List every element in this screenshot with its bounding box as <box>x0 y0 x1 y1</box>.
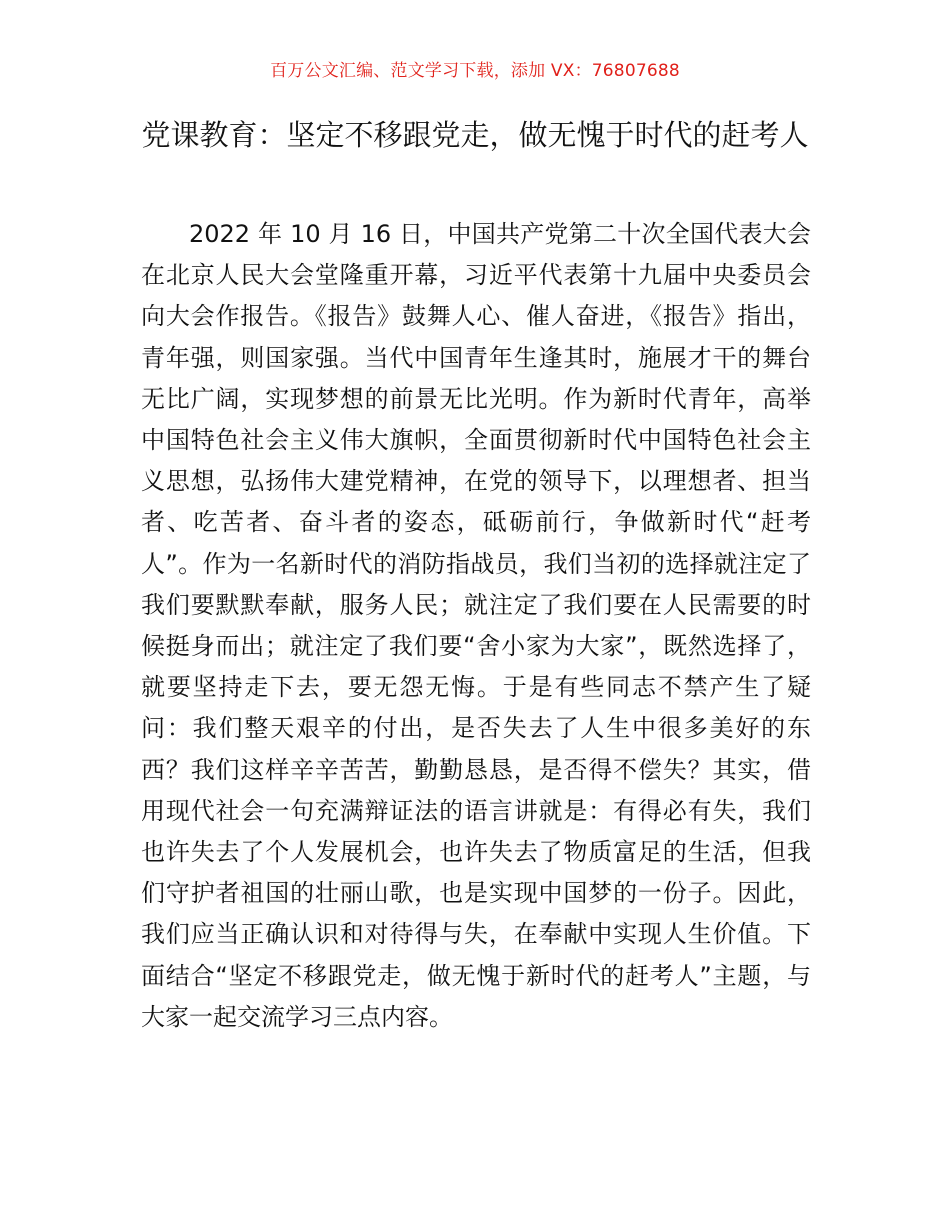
header-watermark-note: 百万公文汇编、范文学习下载，添加 VX：76807688 <box>270 61 680 81</box>
body-paragraph: 2022 年 10 月 16 日，中国共产党第二十次全国代表大会在北京人民大会堂隆重开幕，习近平代表第十九届中央委员会向大会作报告。《报告》鼓舞人心、催人奋进，《报告》指出，青年强，则国家强。当代中国青年生逢其时，施展才干的舞台无比广阔，实现梦想的前景无比光明。作为新时代青年，高举中国特色社会主义伟大旗帜，全面贯彻新时代中国特色社会主义思想，弘扬伟大建党精神，在党的领导下，以理想者、担当者、吃苦者、奋斗者的姿态，砥砺前行，争做新时代“赶考人”。作为一名新时代的消防指战员，我们当初的选择就注定了我们要默默奉献，服务人民；就注定了我们要在人民需要的时候挺身而出；就注定了我们要“舍小家为大家”，既然选择了，就要坚持走下去，要无怨无悔。于是有些同志不禁产生了疑问：我们整天艰辛的付出，是否失去了人生中很多美好的东西？我们这样辛辛苦苦，勤勤恳恳，是否得不偿失？其实，借用现代社会一句充满辩证法的语言讲就是：有得必有失，我们也许失去了个人发展机会，也许失去了物质富足的生活，但我们守护者祖国的壮丽山歌，也是实现中国梦的一份子。因此，我们应当正确认识和对待得与失，在奉献中实现人生价值。下面结合“坚定不移跟党走，做无愧于新时代的赶考人”主题，与大家一起交流学习三点内容。 <box>141 220 811 1031</box>
document-title: 党课教育：坚定不移跟党走，做无愧于时代的赶考人 <box>141 118 809 152</box>
